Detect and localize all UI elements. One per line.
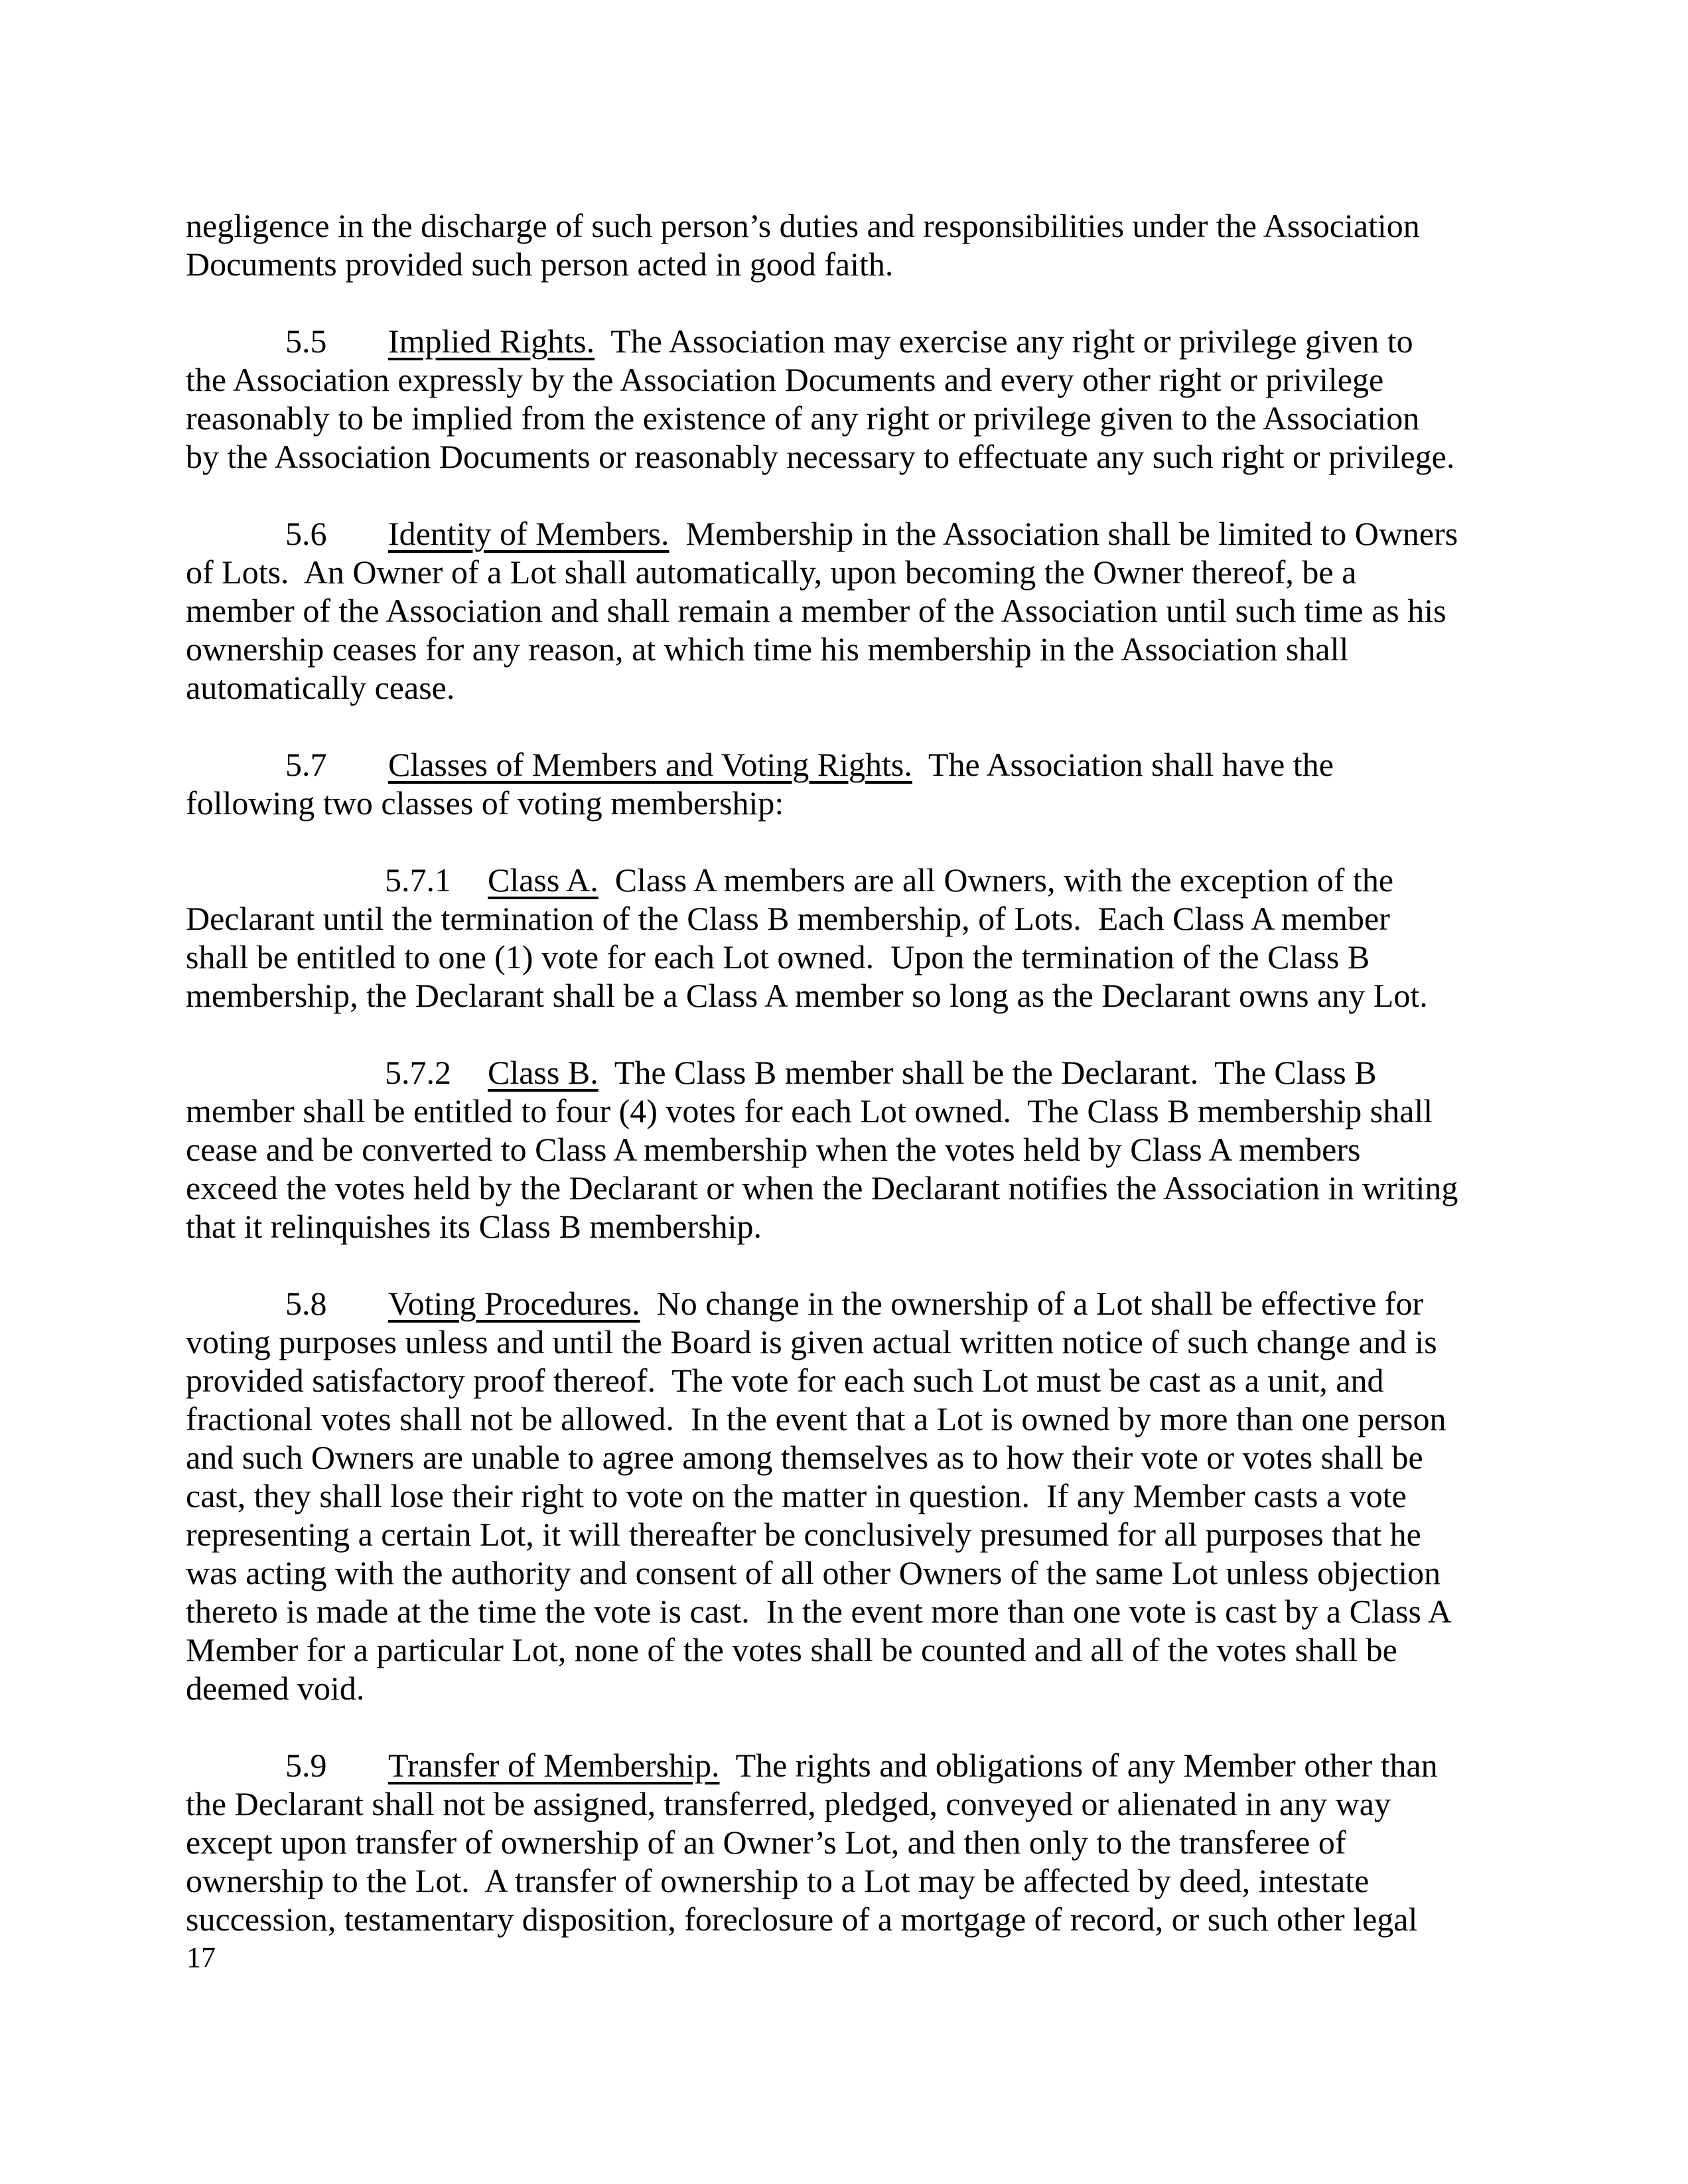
section-heading: Implied Rights. [388,323,595,360]
section-heading: Classes of Members and Voting Rights. [388,746,912,783]
section-number: 5.9 [285,1747,327,1784]
section-5-5 [186,322,1460,476]
section-number: 5.8 [285,1285,327,1322]
document-body [186,206,1466,1977]
paragraph-text: The Class B member shall be the Declarant. The Class B member shall be entitled to four (4) votes for each Lot owned. The Class B membership shall cease and be converted to Class A membership when the votes held by Class A members exceed the votes held by the Declarant or when the Declarant notifies the Association in writing that it relinquishes its Class B membership. [186,1054,1466,1245]
section-number: 5.7.2 [385,1054,451,1091]
section-number: 5.6 [285,515,327,552]
section-5-7-2 [186,1053,1466,1246]
section-heading: Transfer of Membership. [388,1747,720,1784]
paragraph-text: Membership in the Association shall be limited to Owners of Lots. An Owner of a Lot shall automatically, upon becoming the Owner thereof, be a member of the Association and shall remain a member of the Association until such time as his ownership ceases for any reason, at which time his membership in the Association shall automatically cease. [186,515,1466,706]
section-5-7 [186,745,1460,822]
paragraph-text: Class A members are all Owners, with the exception of the Declarant until the termination of the Class B membership, of Lots. Each Class A member shall be entitled to one (1) vote for each Lot owned. Upon the termination of the Class B membership, the Declarant shall be a Class A member so long as the Declarant owns any Lot. [186,861,1428,1014]
section-heading: Class B. [488,1054,598,1091]
section-5-9 [186,1746,1460,1938]
paragraph-text: negligence in the discharge of such person’s duties and responsibilities under the Association Documents provided such person acted in good faith. [186,207,1429,283]
paragraph-text: The rights and obligations of any Member other than the Declarant shall not be assigned, transferred, pledged, conveyed or alienated in any way except upon transfer of ownership of an Owner’s Lot, and then only to the transferee of ownership to the Lot. A transfer of ownership to a Lot may be affected by deed, intestate succession, testamentary disposition, foreclosure of a mortgage of record, or such other legal [186,1747,1446,1938]
section-5-7-1 [186,861,1460,1015]
paragraph-text: No change in the ownership of a Lot shall be effective for voting purposes unless and until the Board is given actual written notice of such change and is provided satisfactory proof thereof. The vote for each such Lot must be cast as a unit, and fractional votes shall not be allowed. In the event that a Lot is owned by more than one person and such Owners are unable to agree among themselves as to how their vote or votes shall be cast, they shall lose their right to vote on the matter in question. If any Member casts a vote representing a certain Lot, it will thereafter be conclusively presumed for all purposes that he was acting with the authority and consent of all other Owners of the same Lot unless objection thereto is made at the time the vote is cast. In the event more than one vote is cast by a Class A Member for a particular Lot, none of the votes shall be counted and all of the votes shall be deemed void. [186,1285,1458,1707]
section-heading: Class A. [488,861,598,899]
section-number: 5.7 [285,746,327,783]
section-number: 5.7.1 [385,861,451,899]
page-number: 17 [186,1941,216,1974]
section-heading: Voting Procedures. [388,1285,640,1322]
section-heading: Identity of Members. [388,515,669,552]
section-number: 5.5 [285,323,327,360]
section-5-6 [186,514,1466,707]
paragraph-text: The Association may exercise any right or privilege given to the Association expressly by the Association Documents and every other right or privilege reasonably to be implied from the existence of any right or privilege given to the Association by the Association Documents or reasonably necessary to effectuate any such right or privilege. [186,323,1455,475]
paragraph-continuation [186,206,1460,283]
section-5-8 [186,1284,1460,1708]
paragraph-text: The Association shall have the following two classes of voting membership: [186,746,1342,822]
